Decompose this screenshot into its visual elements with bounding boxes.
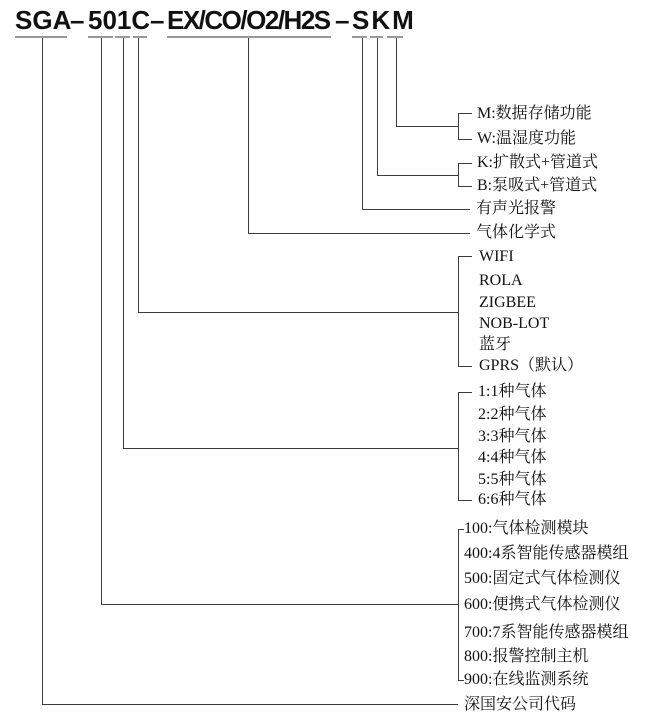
label-comm-zigbee: ZIGBEE: [479, 294, 536, 311]
connector-comm: [138, 312, 458, 313]
label-function-w: W:温湿度功能: [477, 130, 576, 147]
label-series-100: 100:气体检测模块: [464, 520, 589, 537]
connector-function: [396, 126, 458, 127]
connector-gases: [248, 233, 470, 234]
drop-line-alarm: [362, 38, 363, 209]
bracket-sampling-tick-top: [458, 163, 472, 164]
title-segment-gases: EX/CO/O2/H2S: [167, 5, 330, 35]
bracket-series: [458, 529, 459, 681]
connector-count: [123, 448, 458, 449]
label-sampling-k: K:扩散式+管道式: [477, 154, 599, 171]
label-series-500: 500:固定式气体检测仪: [464, 570, 621, 587]
underline-function: [387, 36, 403, 38]
underline-brand: [15, 36, 67, 38]
label-comm-rola: ROLA: [479, 272, 523, 289]
label-count-1: 1:1种气体: [478, 383, 547, 400]
drop-line-comm: [138, 38, 139, 312]
drop-line-series: [101, 38, 102, 604]
label-series-900: 900:在线监测系统: [464, 671, 589, 688]
bracket-comm: [458, 256, 459, 367]
title-segment-brand: SGA: [15, 5, 72, 35]
bracket-count-tick-top: [458, 392, 472, 393]
label-gas-formula: 气体化学式: [476, 224, 557, 241]
title-segment-series: 501C: [88, 5, 151, 35]
bracket-function: [458, 113, 459, 140]
label-series-700: 700:7系智能传感器模组: [464, 624, 629, 641]
title-separator: –: [70, 5, 85, 35]
title-segment-options: SKM: [352, 5, 416, 35]
connector-sampling: [377, 175, 458, 176]
label-series-400: 400:4系智能传感器模组: [464, 545, 629, 562]
label-alarm: 有声光报警: [476, 200, 557, 217]
underline-alarm: [352, 36, 367, 38]
label-comm-bluetooth: 蓝牙: [479, 336, 512, 353]
label-count-3: 3:3种气体: [478, 428, 547, 445]
label-series-600: 600:便携式气体检测仪: [464, 596, 621, 613]
label-count-2: 2:2种气体: [478, 406, 547, 423]
drop-line-sampling: [377, 38, 378, 175]
title-separator: –: [150, 5, 165, 35]
drop-line-count: [123, 38, 124, 448]
label-count-4: 4:4种气体: [478, 449, 547, 466]
drop-line-brand: [42, 38, 43, 704]
connector-company: [42, 704, 458, 705]
bracket-sampling: [458, 163, 459, 187]
label-sampling-b: B:泵吸式+管道式: [477, 177, 598, 194]
label-series-800: 800:报警控制主机: [464, 648, 589, 665]
label-comm-noblot: NOB-LOT: [479, 315, 550, 332]
underline-comm: [133, 36, 147, 38]
label-comm-wifi: WIFI: [479, 248, 514, 265]
bracket-comm-tick-top: [458, 256, 472, 257]
connector-alarm: [362, 209, 470, 210]
drop-line-function: [396, 38, 397, 126]
bracket-function-tick-bottom: [458, 139, 472, 140]
bracket-sampling-tick-bottom: [458, 186, 472, 187]
title-separator: –: [335, 5, 350, 35]
label-count-6: 6:6种气体: [478, 491, 547, 508]
bracket-count: [458, 392, 459, 501]
bracket-comm-tick-bottom: [458, 366, 472, 367]
bracket-count-tick-bottom: [458, 500, 472, 501]
underline-gases: [167, 36, 331, 38]
connector-series: [101, 604, 458, 605]
bracket-function-tick-top: [458, 113, 472, 114]
label-company-code: 深国安公司代码: [464, 696, 577, 713]
label-count-5: 5:5种气体: [478, 471, 547, 488]
label-function-m: M:数据存储功能: [477, 105, 592, 122]
drop-line-gases: [248, 38, 249, 233]
label-comm-gprs: GPRS（默认）: [479, 357, 584, 374]
